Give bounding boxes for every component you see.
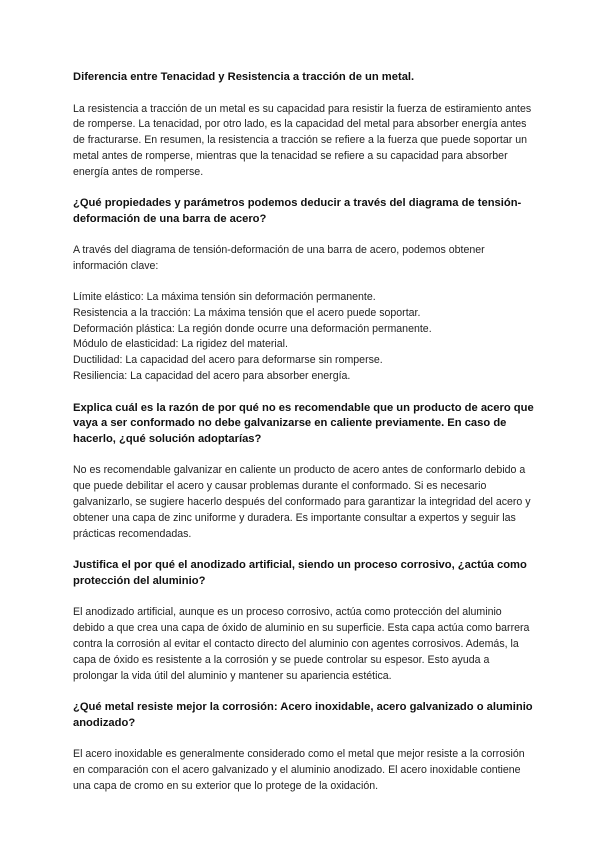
spacer <box>73 227 535 243</box>
spacer <box>73 589 535 605</box>
spacer <box>73 86 535 102</box>
spacer <box>73 447 535 463</box>
section-heading-corrosion: ¿Qué metal resiste mejor la corrosión: Acero inoxidable, acero galvanizado o aluminio anodizado? <box>73 701 533 729</box>
list-item: Ductilidad: La capacidad del acero para deformarse sin romperse. <box>73 354 383 367</box>
section-heading-stress-strain: ¿Qué propiedades y parámetros podemos deducir a través del diagrama de tensión-deformación de una barra de acero? <box>73 197 522 225</box>
intro-paragraph: La resistencia a tracción de un metal es su capacidad para resistir la fuerza de estiramiento antes de romperse. La tenacidad, por otro lado, es la capacidad del metal para absorber energía antes de fracturarse. En resumen, la resistencia a tracción se refiere a la fuerza que puede soportar un metal antes de romperse, mientras que la tenacidad se refiere a su capacidad para absorber energía antes de romperse. <box>73 102 532 178</box>
section-body-corrosion: El acero inoxidable es generalmente considerado como el metal que mejor resiste a la corrosión en comparación con el acero galvanizado y el aluminio anodizado. El acero inoxidable contiene una capa de cromo en su exterior que lo protege de la oxidación. <box>73 748 525 792</box>
spacer <box>73 684 535 700</box>
document-title: Diferencia entre Tenacidad y Resistencia a tracción de un metal. <box>73 71 415 83</box>
properties-list <box>73 290 535 385</box>
section-body-anodizing: El anodizado artificial, aunque es un proceso corrosivo, actúa como protección del aluminio debido a que crea una capa de óxido de aluminio en su superficie. Esta capa actúa como barrera contra la corrosión al evitar el contacto directo del aluminio con agentes corrosivos. Además, la capa de óxido es resistente a la corrosión y se puede controlar su espesor. Esto ayuda a prolongar la vida útil del aluminio y mantener su apariencia estética. <box>73 606 530 682</box>
spacer <box>73 542 535 558</box>
section-heading-galvanizing: Explica cuál es la razón de por qué no es recomendable que un producto de acero que vaya a ser conformado no debe galvanizarse en caliente previamente. En caso de hacerlo, ¿qué solución adoptarías? <box>73 401 534 445</box>
document-content <box>73 70 535 795</box>
spacer <box>73 275 535 290</box>
list-item: Límite elástico: La máxima tensión sin deformación permanente. <box>73 291 376 304</box>
list-item: Resistencia a la tracción: La máxima tensión que el acero puede soportar. <box>73 306 421 319</box>
spacer <box>73 385 535 401</box>
list-item: Resiliencia: La capacidad del acero para absorber energía. <box>73 370 351 383</box>
section-heading-anodizing: Justifica el por qué el anodizado artificial, siendo un proceso corrosivo, ¿actúa como protección del aluminio? <box>73 559 527 587</box>
list-item: Deformación plástica: La región donde ocurre una deformación permanente. <box>73 322 432 335</box>
spacer <box>73 731 535 747</box>
section-body-stress-strain: A través del diagrama de tensión-deformación de una barra de acero, podemos obtener información clave: <box>73 244 485 273</box>
section-body-galvanizing: No es recomendable galvanizar en caliente un producto de acero antes de conformarlo debido a que puede debilitar el acero y causar problemas durante el conformado. Si es necesario galvanizarlo, se sugiere hacerlo después del conformado para garantizar la integridad del acero y obtener una capa de zinc uniforme y duradera. Es importante consultar a expertos y seguir las prácticas recomendadas. <box>73 464 531 540</box>
spacer <box>73 180 535 196</box>
list-item: Módulo de elasticidad: La rigidez del material. <box>73 338 288 351</box>
